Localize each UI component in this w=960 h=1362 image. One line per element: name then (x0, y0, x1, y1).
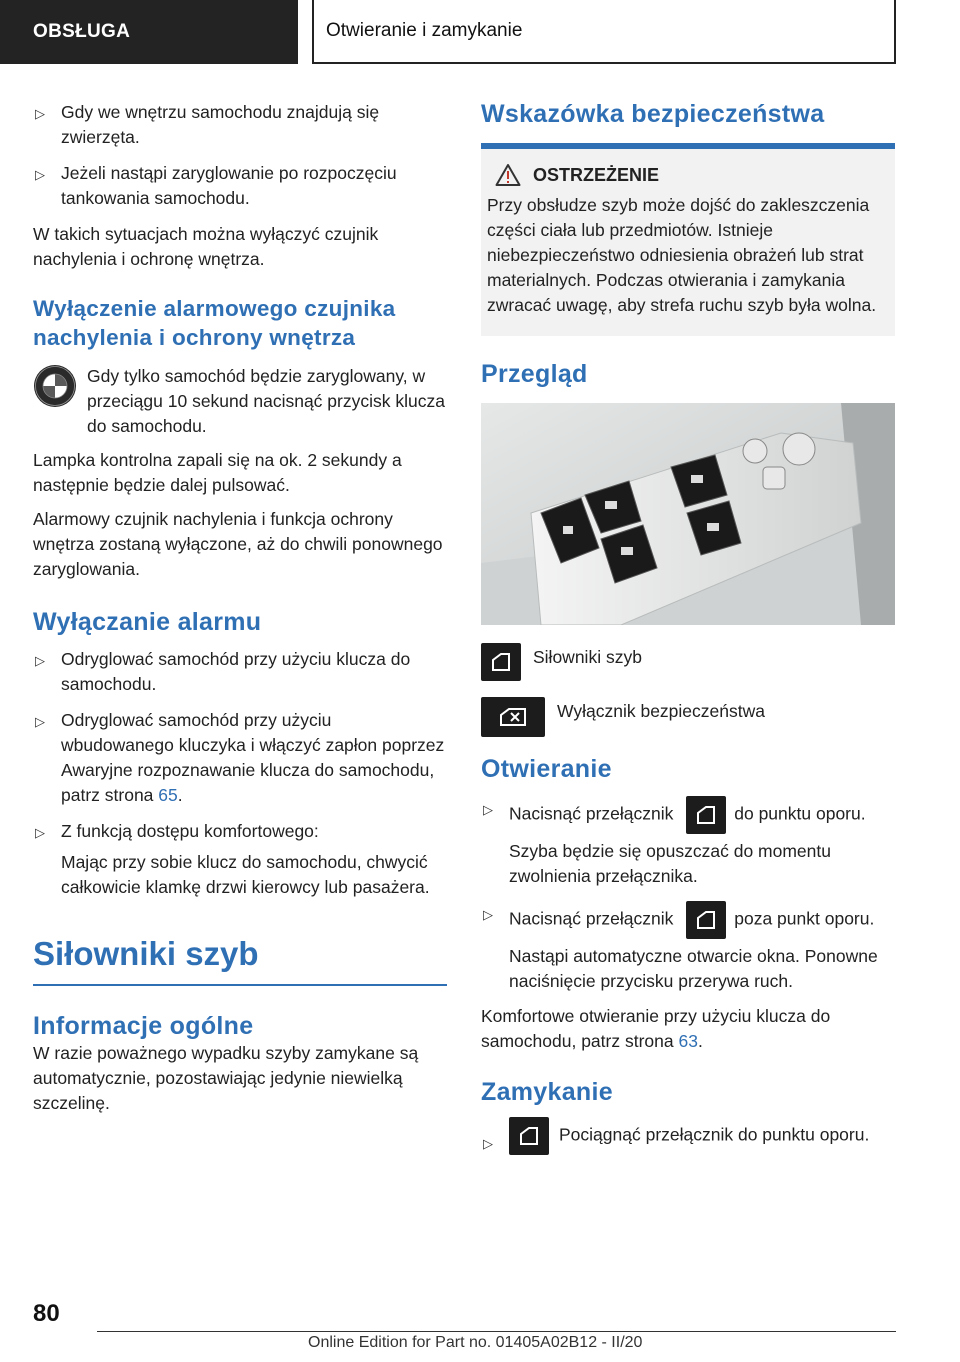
triangle-bullet-icon: ▷ (483, 907, 493, 922)
triangle-bullet-icon: ▷ (483, 1136, 493, 1151)
list-item: ▷ Gdy we wnętrzu samochodu znajdują się zwierzęta. (35, 102, 380, 147)
page-link[interactable]: 63 (678, 1031, 698, 1051)
paragraph: W takich sytuacjach można wyłączyć czujnik nachylenia i ochronę wnętrza. (33, 224, 379, 269)
heading-rule (33, 984, 447, 986)
legend-window-lifts: Siłowniki szyb (481, 643, 895, 681)
page-header (0, 0, 960, 66)
heading-windows: Siłowniki szyb (33, 935, 259, 972)
footer-edition: Online Edition for Part no. 01405A02B12 - II/20 (308, 1334, 643, 1351)
window-switch-icon (686, 796, 726, 834)
left-column (33, 100, 447, 1125)
page-link[interactable]: 65 (158, 785, 178, 805)
list-item-continuation: Szyba będzie się opuszczać do momentu zwolnienia przełącznika. (509, 841, 831, 886)
page-number: 80 (33, 1300, 60, 1327)
list-item: ▷ Nacisnąć przełącznik poza punkt oporu. (481, 901, 895, 939)
paragraph-key-button: Gdy tylko samochód będzie zaryglowany, w przeciągu 10 sekund nacisnąć przycisk klucza do samochodu. (33, 364, 447, 439)
bmw-logo-icon (33, 364, 77, 415)
window-switch-icon (509, 1117, 549, 1155)
list-item: ▷ Odryglować samochód przy użyciu wbudowanego kluczyka i włączyć zapłon poprzez Awaryjne rozpoznawanie klucza do samochodu, patrz strona 65. (35, 710, 445, 805)
heading-overview: Przegląd (481, 360, 588, 388)
legend-safety-switch: Wyłącznik bezpieczeństwa (481, 697, 895, 737)
triangle-bullet-icon: ▷ (483, 802, 493, 817)
heading-disable-alarm: Wyłączenie alarmowego czujnika nachylenia i ochrony wnętrza (33, 296, 396, 350)
triangle-bullet-icon: ▷ (35, 653, 45, 668)
warning-triangle-icon (495, 163, 521, 187)
triangle-bullet-icon: ▷ (35, 167, 45, 182)
window-switch-icon (686, 901, 726, 939)
warning-box (481, 149, 895, 336)
heading-alarm-off: Wyłączanie alarmu (33, 608, 262, 636)
list-item-continuation: Nastąpi automatyczne otwarcie okna. Ponowne naciśnięcie przycisku przerywa ruch. (509, 946, 878, 991)
chapter-title: Otwieranie i zamykanie (312, 0, 896, 64)
right-column (481, 100, 895, 1166)
footer-rule (97, 1331, 896, 1332)
triangle-bullet-icon: ▷ (35, 825, 45, 840)
paragraph: W razie poważnego wypadku szyby zamykane są automatycznie, pozostawiając jedynie niewielką szczelinę. (33, 1043, 419, 1113)
window-switch-icon (481, 643, 521, 681)
paragraph: Lampka kontrolna zapali się na ok. 2 sekundy a następnie będzie dalej pulsować. (33, 450, 402, 495)
warning-text: Przy obsłudze szyb może dojść do zakleszczenia części ciała lub przedmiotów. Istnieje niebezpieczeństwo odniesienia obrażeń lub strat materialnych. Podczas otwierania i zamykania zwracać uwagę, aby strefa ruchu szyb była wolna. (487, 195, 877, 315)
list-item: ▷ Nacisnąć przełącznik do punktu oporu. (481, 796, 895, 834)
triangle-bullet-icon: ▷ (35, 106, 45, 121)
list-item: ▷ Jeżeli nastąpi zaryglowanie po rozpoczęciu tankowania samochodu. (35, 163, 397, 208)
section-tab[interactable]: OBSŁUGA (0, 0, 298, 64)
list-item: ▷ Odryglować samochód przy użyciu klucza do samochodu. (35, 649, 411, 694)
safety-switch-icon (481, 697, 545, 737)
list-item: ▷ Z funkcją dostępu komfortowego: (33, 819, 447, 844)
paragraph: Alarmowy czujnik nachylenia i funkcja ochrony wnętrza zostaną wyłączone, aż do chwili ponownego zaryglowania. (33, 509, 443, 579)
heading-general: Informacje ogólne (33, 1012, 254, 1040)
heading-closing: Zamykanie (481, 1078, 613, 1106)
triangle-bullet-icon: ▷ (35, 714, 45, 729)
warning-header: OSTRZEŻENIE (487, 163, 889, 187)
heading-opening: Otwieranie (481, 755, 612, 783)
paragraph-comfort: Komfortowe otwieranie przy użyciu klucza do samochodu, patrz strona 63. (481, 1006, 831, 1051)
list-item-continuation: Mając przy sobie klucz do samochodu, chwycić całkowicie klamkę drzwi kierowcy lub pasażera. (61, 852, 430, 897)
window-switch-photo (481, 403, 895, 625)
list-item: ▷ Pociągnąć przełącznik do punktu oporu. (481, 1117, 895, 1155)
heading-safety: Wskazówka bezpieczeństwa (481, 100, 825, 128)
